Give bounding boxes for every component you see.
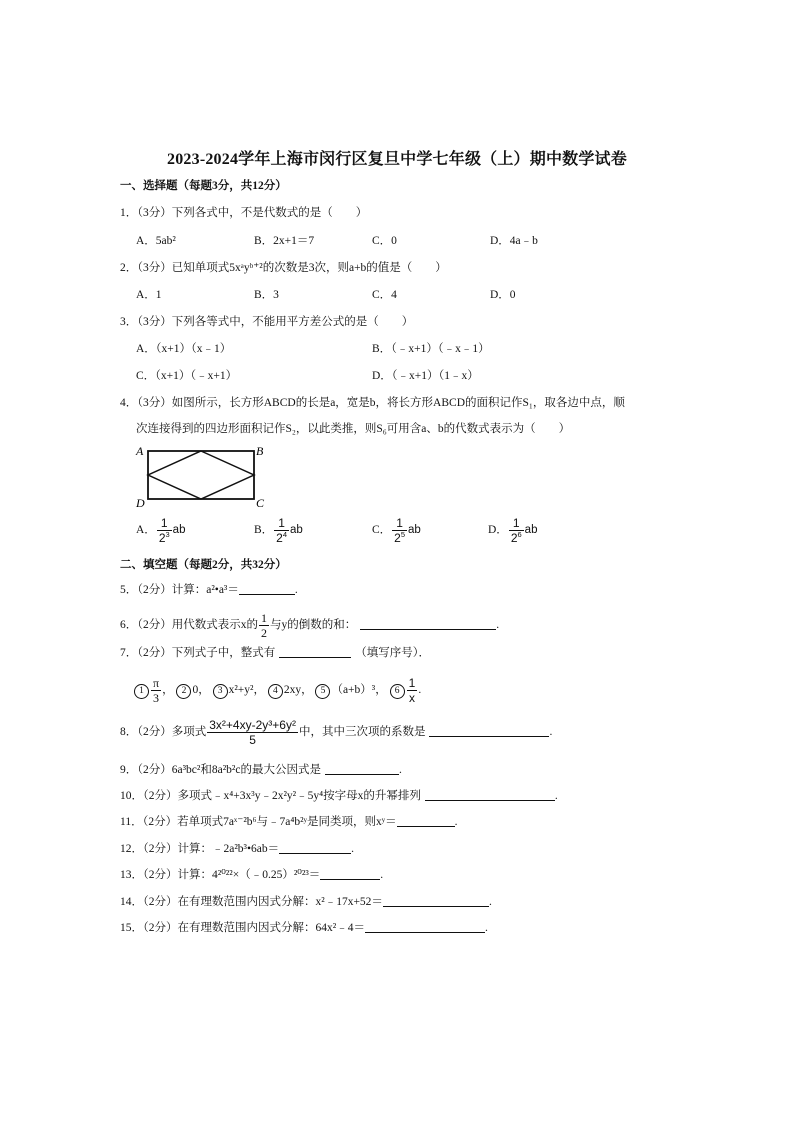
- option-c-fraction: [392, 516, 407, 545]
- answer-blank[interactable]: [279, 645, 351, 658]
- option-a-prefix: A．: [136, 524, 156, 537]
- question-10-text: 10．（2分）多项式﹣x⁴+3x³y﹣2x²y²﹣5y⁴按字母x的升幂排列: [120, 790, 421, 802]
- question-7-items: [134, 676, 421, 705]
- question-12: [120, 841, 354, 857]
- question-11: [120, 814, 458, 830]
- question-14-end: .: [488, 896, 492, 908]
- option-a-tail: ab: [172, 524, 186, 537]
- question-6-end: .: [496, 619, 500, 632]
- question-1-option-a: A．5ab²: [136, 235, 176, 247]
- question-2-option-c: C．4: [372, 289, 397, 301]
- answer-blank[interactable]: [239, 582, 295, 595]
- question-15-text: 15．（2分）在有理数范围内因式分解：64x²﹣4＝: [120, 922, 365, 934]
- question-4-line-1: 4．（3分）如图所示，长方形ABCD的长是a，宽是b，将长方形ABCD的面积记作S₁，取各边中点，顺: [120, 397, 625, 409]
- question-4-option-c: [372, 516, 421, 545]
- option-b-exponent: 4: [282, 530, 288, 539]
- question-11-end: .: [454, 816, 458, 828]
- half-numerator: 1: [261, 611, 267, 625]
- question-2-stem: 2．（3分）已知单项式5xᵃyᵇ⁺²的次数是3次，则a+b的值是（ ）: [120, 262, 447, 274]
- circled-4: 4: [268, 684, 283, 699]
- option-c-prefix: C．: [372, 524, 392, 537]
- question-6: [120, 611, 499, 640]
- answer-blank[interactable]: [429, 724, 549, 737]
- half-denominator: 2: [261, 626, 267, 640]
- question-2-option-b: B．3: [254, 289, 279, 301]
- question-15: [120, 920, 488, 936]
- question-6-post: 与y的倒数的和：: [270, 619, 357, 632]
- circled-6: 6: [390, 684, 405, 699]
- question-15-end: .: [484, 922, 488, 934]
- question-4-option-b: [254, 516, 303, 545]
- item-4: 2xy，: [283, 684, 313, 697]
- pi-denominator: 3: [153, 691, 160, 705]
- question-7-hint: （填写序号）．: [355, 647, 430, 659]
- question-1-option-b: B．2x+1＝7: [254, 235, 315, 247]
- question-4-line-2: 次连接得到的四边形面积记作S₂，以此类推，则S₆可用含a、b的代数式表示为（ ）: [136, 423, 571, 435]
- question-14-text: 14．（2分）在有理数范围内因式分解：x²﹣17x+52＝: [120, 896, 383, 908]
- item-6-end: .: [418, 684, 422, 697]
- item-5: （a+b）³，: [331, 684, 387, 697]
- polynomial-numerator: 3x²+4xy-2y³+6y²: [209, 718, 296, 732]
- question-9-text: 9．（2分）6a³bc²和8a²b²c的最大公因式是: [120, 764, 321, 776]
- option-a-fraction: [157, 516, 172, 545]
- half-fraction: [259, 611, 269, 640]
- polynomial-fraction: [207, 718, 298, 747]
- question-2-option-a: A．1: [136, 289, 162, 301]
- question-5-text: 5．（2分）计算：a²•a³＝: [120, 584, 239, 596]
- circled-3: 3: [213, 684, 228, 699]
- question-4-option-a: [136, 516, 185, 545]
- answer-blank[interactable]: [425, 788, 555, 801]
- question-2-option-d: D．0: [490, 289, 516, 301]
- circled-5: 5: [315, 684, 330, 699]
- question-4-option-d: [488, 516, 537, 545]
- option-d-prefix: D．: [488, 524, 508, 537]
- answer-blank[interactable]: [360, 617, 496, 630]
- option-d-numerator: 1: [509, 516, 524, 531]
- rectangle-diagram: [134, 442, 274, 510]
- label-b: B: [256, 444, 264, 458]
- option-c-numerator: 1: [392, 516, 407, 531]
- section-choice-heading: 一、选择题（每题3分，共12分）: [120, 180, 287, 192]
- pi-over-3: [151, 676, 161, 705]
- question-11-text: 11．（2分）若单项式7aˣ⁻²b⁶与﹣7a⁴b²ʸ是同类项，则xʸ＝: [120, 816, 397, 828]
- question-1-option-d: D．4a﹣b: [490, 235, 538, 247]
- option-a-exponent: 3: [165, 530, 170, 539]
- question-3-option-d: D．（﹣x+1）（1﹣x）: [372, 370, 479, 382]
- question-12-end: .: [351, 843, 355, 855]
- label-c: C: [256, 496, 265, 510]
- question-10: [120, 788, 558, 804]
- item-1-sep: ，: [162, 684, 174, 697]
- answer-blank[interactable]: [397, 814, 455, 827]
- question-8-pre: 8．（2分）多项式: [120, 726, 207, 739]
- question-3-option-a: A．（x+1）（x﹣1）: [136, 343, 232, 355]
- question-3-option-c: C．（x+1）（﹣x+1）: [136, 370, 238, 382]
- question-7-stem: [120, 645, 430, 661]
- option-b-fraction: [274, 516, 289, 545]
- answer-blank[interactable]: [279, 841, 351, 854]
- option-b-numerator: 1: [274, 516, 289, 531]
- circled-1: 1: [134, 684, 149, 699]
- option-a-numerator: 1: [157, 516, 172, 531]
- pi-numerator: π: [153, 676, 160, 690]
- question-3-stem: 3．（3分）下列各等式中，不能用平方差公式的是（ ）: [120, 316, 414, 328]
- item-3: x²+y²，: [228, 684, 265, 697]
- question-8: [120, 718, 552, 747]
- inner-rhombus: [148, 451, 254, 499]
- one-numerator: 1: [408, 676, 416, 690]
- option-d-fraction: [509, 516, 524, 545]
- option-a-base: 2: [158, 531, 166, 545]
- circled-2: 2: [176, 684, 191, 699]
- polynomial-denominator: 5: [249, 733, 256, 747]
- option-c-tail: ab: [408, 524, 421, 537]
- item-2: 0，: [192, 684, 210, 697]
- question-14: [120, 894, 492, 910]
- label-d: D: [136, 496, 145, 510]
- answer-blank[interactable]: [325, 762, 399, 775]
- x-denominator: x: [408, 691, 415, 705]
- question-1-option-c: C．0: [372, 235, 397, 247]
- answer-blank[interactable]: [383, 894, 489, 907]
- label-a: A: [136, 444, 144, 458]
- option-b-base: 2: [276, 531, 283, 545]
- option-d-base: 2: [510, 531, 518, 545]
- question-5: [120, 582, 298, 598]
- option-c-exponent: 5: [400, 530, 406, 539]
- answer-blank[interactable]: [365, 920, 485, 933]
- question-3-option-b: B．（﹣x+1）（﹣x﹣1）: [372, 343, 490, 355]
- question-12-text: 12．（2分）计算：﹣2a²b³•6ab＝: [120, 843, 280, 855]
- answer-blank[interactable]: [320, 867, 380, 880]
- question-9: [120, 762, 402, 778]
- option-b-tail: ab: [290, 524, 303, 537]
- option-d-tail: ab: [524, 524, 538, 537]
- question-7-text: 7．（2分）下列式子中，整式有: [120, 647, 276, 659]
- question-1-stem: 1．（3分）下列各式中，不是代数式的是（ ）: [120, 207, 368, 219]
- question-5-end: .: [294, 584, 298, 596]
- one-over-x: [407, 676, 418, 705]
- option-d-exponent: 6: [517, 530, 522, 539]
- question-13-text: 13．（2分）计算：4²⁰²²×（﹣0.25）²⁰²³＝: [120, 869, 321, 881]
- question-10-end: .: [554, 790, 558, 802]
- rectangle-abcd: [148, 451, 254, 499]
- question-13: [120, 867, 383, 883]
- question-8-post: 中，其中三次项的系数是: [298, 726, 426, 739]
- option-c-base: 2: [394, 531, 401, 545]
- question-8-end: .: [549, 726, 553, 739]
- question-6-pre: 6．（2分）用代数式表示x的: [120, 619, 258, 632]
- question-9-end: .: [398, 764, 402, 776]
- page-title: 2023-2024学年上海市闵行区复旦中学七年级（上）期中数学试卷: [167, 151, 627, 168]
- question-13-end: .: [380, 869, 384, 881]
- option-b-prefix: B．: [254, 524, 274, 537]
- section-fill-heading: 二、填空题（每题2分，共32分）: [120, 559, 287, 571]
